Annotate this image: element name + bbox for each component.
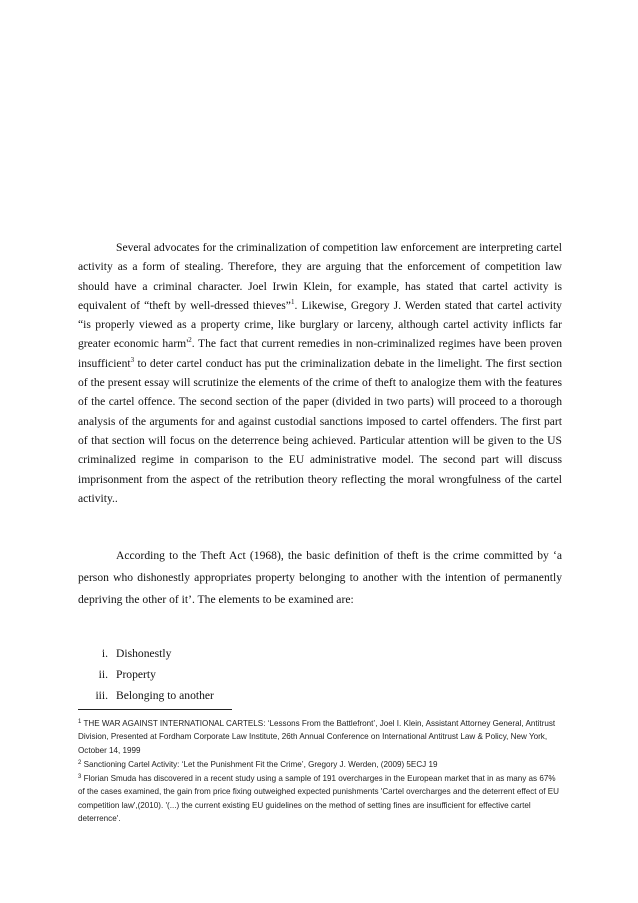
list-item bbox=[78, 685, 558, 706]
list-item bbox=[78, 643, 558, 664]
list-item-number: ii. bbox=[98, 668, 108, 681]
paragraph-text: . The fact that current remedies in non-criminalized regimes have been proven insufficient bbox=[78, 337, 562, 370]
footnote-3 bbox=[78, 771, 562, 825]
list-item-text: Property bbox=[116, 668, 156, 681]
list-item-text: Dishonestly bbox=[116, 647, 172, 660]
list-item-number: i. bbox=[101, 647, 108, 660]
footnote-1 bbox=[78, 716, 562, 757]
footnote-separator bbox=[78, 709, 232, 710]
paragraph-text: . Likewise, Gregory J. Werden stated that cartel activity “is properly viewed as a property crime, like burglary or larceny, although cartel activity inflicts far greater economic harm' bbox=[78, 298, 562, 351]
paragraph-criminalization-intro bbox=[78, 238, 562, 508]
footnote-text: Sanctioning Cartel Activity: ‘Let the Punishment Fit the Crime’, Gregory J. Werden, (2009) 5ECJ 19 bbox=[83, 759, 438, 769]
footnote-text: THE WAR AGAINST INTERNATIONAL CARTELS: ‘Lessons From the Battlefront’, Joel I. Klein, Assistant Attorney General, Antitrust Division, Presented at Fordham Corporate Law Institute, 26th Annual Conference on International Antitrust Law & Policy, New York, October 14, 1999 bbox=[78, 719, 556, 755]
list-item bbox=[78, 664, 558, 685]
paragraph-text: Several advocates for the criminalization of competition law enforcement are interpreting cartel activity as a form of stealing. Therefore, they are arguing that the enforcement of competition law should have a criminal character. Joel Irwin Klein, for example, has stated that cartel activity is equivalent of “theft by well-dressed thieves” bbox=[78, 241, 562, 312]
footnote-number: 3 bbox=[78, 774, 82, 781]
elements-list bbox=[78, 643, 558, 706]
footnote-2 bbox=[78, 757, 562, 771]
footnote-ref-1[interactable]: 1 bbox=[290, 297, 295, 306]
footnote-text: Florian Smuda has discovered in a recent study using a sample of 191 overcharges in the European market that in as many as 67% of the cases examined, the gain from price fixing outweighed expected punishments 'Cartel overcharges and the deterrent effect of EU competition law',(2010). '(...) the current existing EU guidelines on the method of setting fines are insufficient for effective cartel deterrence'. bbox=[78, 774, 560, 824]
footnote-ref-3[interactable]: 3 bbox=[130, 355, 135, 364]
footnote-number: 1 bbox=[78, 719, 82, 725]
paragraph-theft-definition: According to the Theft Act (1968), the basic definition of theft is the crime committed by ‘a person who dishonestly appropriates property belonging to another with the intention of permanently depriving the other of it’. The elements to be examined are: bbox=[78, 549, 562, 607]
footnote-ref-2[interactable]: 2 bbox=[188, 336, 192, 345]
paragraph-text: to deter cartel conduct has put the criminalization debate in the limelight. The first section of the present essay will scrutinize the elements of the crime of theft to analogize them with the features of the cartel offence. The second section of the paper (divided in two parts) will proceed to a thorough analysis of the arguments for and against custodial sanctions imposed to cartel offenders. The first part of that section will focus on the deterrence being achieved. Particular attention will be given to the US criminalized regime in comparison to the EU administrative model. The second part will discuss imprisonment from the aspect of the retribution theory reflecting the moral wrongfulness of the cartel activity.. bbox=[78, 356, 562, 505]
list-item-text: Belonging to another bbox=[116, 689, 214, 702]
footnotes bbox=[78, 716, 562, 825]
footnote-number: 2 bbox=[78, 759, 82, 766]
list-item-number: iii. bbox=[95, 689, 108, 702]
